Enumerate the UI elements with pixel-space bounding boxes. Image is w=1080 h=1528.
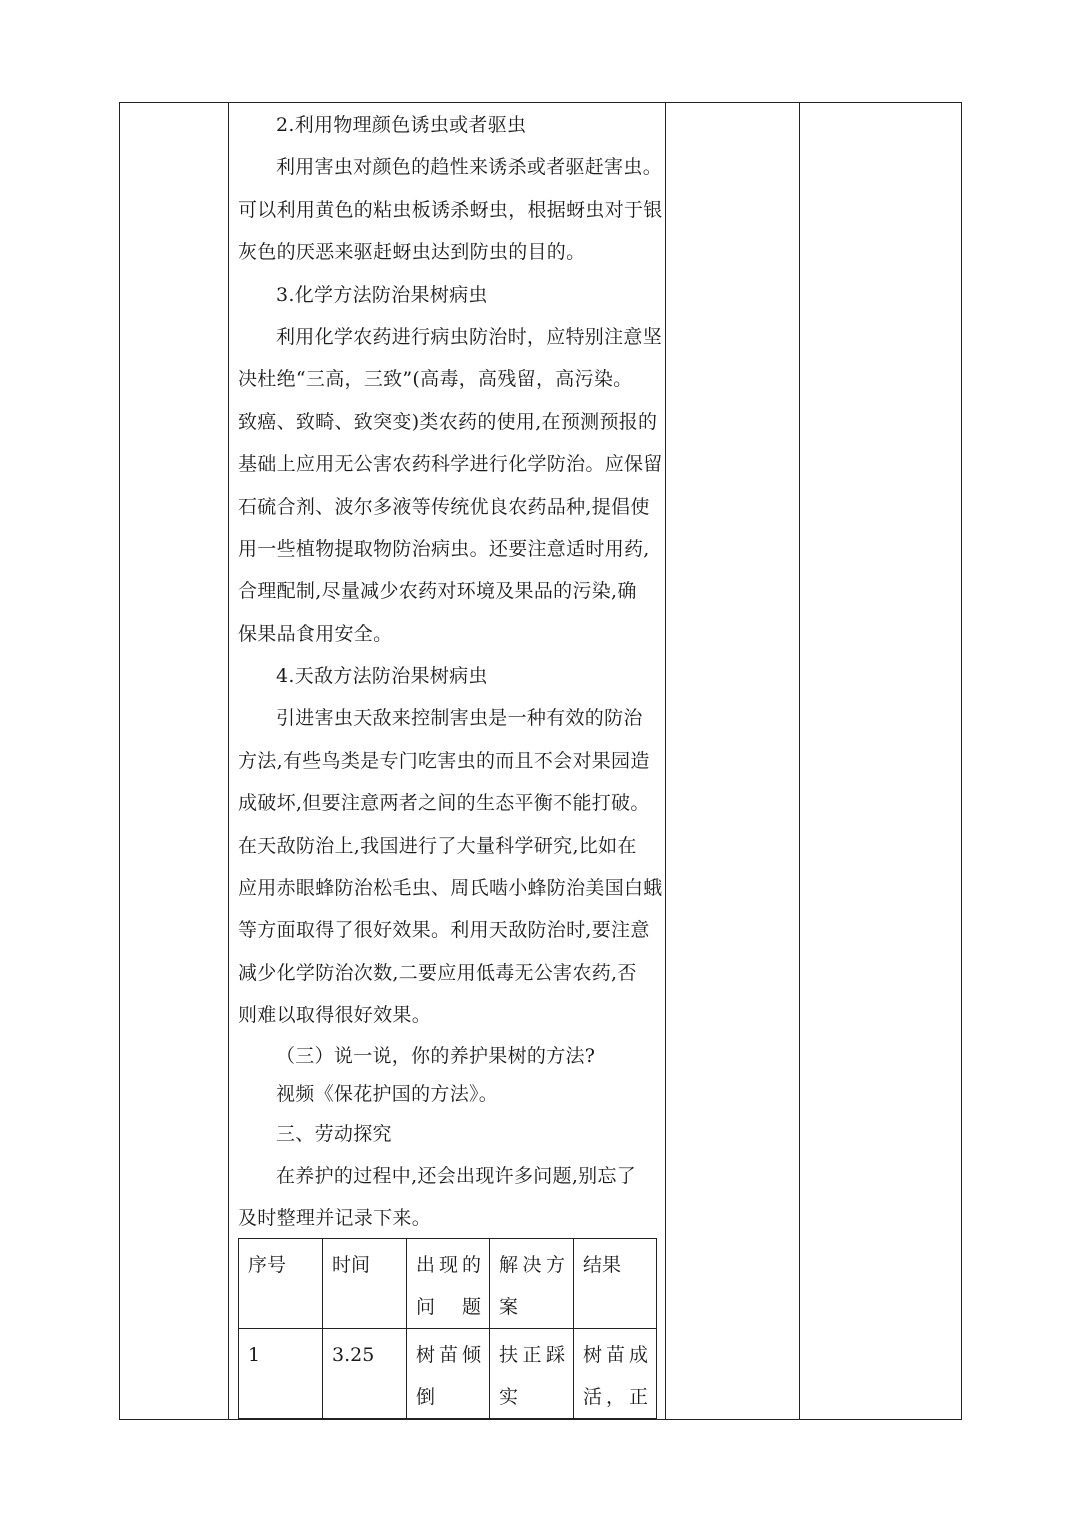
- paragraph-line: 引进害虫天敌来控制害虫是一种有效的防治: [276, 707, 643, 730]
- section-heading: 4.天敌方法防治果树病虫: [276, 665, 488, 688]
- table-row: [239, 1329, 657, 1419]
- section-heading: 三、劳动探究: [276, 1122, 392, 1145]
- section-heading: 2.利用物理颜色诱虫或者驱虫: [276, 114, 527, 136]
- section-heading: 3.化学方法防治果树病虫: [276, 283, 488, 306]
- table-cell: 扶正踩实: [490, 1329, 574, 1419]
- column-divider-2: [665, 103, 666, 1419]
- paragraph-line: 及时整理并记录下来。: [238, 1207, 432, 1230]
- paragraph-line: 保果品食用安全。: [238, 622, 393, 645]
- table-cell: 树苗倾倒: [407, 1329, 490, 1419]
- paragraph-line: 用一些植物提取物防治病虫。还要注意适时用药,: [238, 537, 650, 560]
- paragraph-line: 可以利用黄色的粘虫板诱杀蚜虫，根据蚜虫对于银: [238, 198, 663, 221]
- paragraph-line: 等方面取得了很好效果。利用天敌防治时,要注意: [238, 919, 650, 942]
- paragraph-line: 方法,有些鸟类是专门吃害虫的而且不会对果园造: [238, 749, 650, 772]
- table-cell: 1: [239, 1329, 323, 1419]
- header-cell: 序号: [239, 1239, 323, 1329]
- column-divider-1: [228, 103, 229, 1419]
- paragraph-line: 在天敌防治上,我国进行了大量科学研究,比如在: [238, 834, 637, 857]
- discussion-prompt: （三）说一说，你的养护果树的方法?: [276, 1044, 596, 1067]
- column-divider-3: [799, 103, 800, 1419]
- paragraph-line: 基础上应用无公害农药科学进行化学防治。应保留: [238, 453, 663, 476]
- paragraph-line: 决杜绝“三高，三致”(高毒，高残留，高污染。: [238, 368, 633, 391]
- paragraph-line: 灰色的厌恶来驱赶蚜虫达到防虫的目的。: [238, 241, 586, 264]
- paragraph-line: 则难以取得很好效果。: [238, 1004, 432, 1027]
- table-header-row: [239, 1239, 657, 1329]
- header-cell: 解决方案: [490, 1239, 574, 1329]
- header-cell: 出现的问题: [407, 1239, 490, 1329]
- lesson-content: [238, 104, 663, 1240]
- record-table: [238, 1238, 657, 1419]
- paragraph-line: 在养护的过程中,还会出现许多问题,别忘了: [276, 1164, 637, 1187]
- paragraph-line: 利用化学农药进行病虫防治时，应特别注意坚: [276, 325, 663, 348]
- paragraph-line: 石硫合剂、波尔多液等传统优良农药品种,提倡使: [238, 495, 650, 518]
- paragraph-line: 成破坏,但要注意两者之间的生态平衡不能打破。: [238, 792, 650, 815]
- paragraph-line: 致癌、致畸、致突变)类农药的使用,在预测预报的: [238, 410, 658, 433]
- paragraph-line: 利用害虫对颜色的趋性来诱杀或者驱赶害虫。: [276, 156, 663, 179]
- header-cell: 结果: [574, 1239, 657, 1329]
- table-cell: 树苗成活，正: [574, 1329, 657, 1419]
- table-cell: 3.25: [323, 1329, 407, 1419]
- paragraph-line: 应用赤眼蜂防治松毛虫、周氏啮小蜂防治美国白蛾: [238, 877, 663, 900]
- paragraph-line: 减少化学防治次数,二要应用低毒无公害农药,否: [238, 961, 637, 984]
- paragraph-line: 合理配制,尽量减少农药对环境及果品的污染,确: [238, 580, 637, 603]
- header-cell: 时间: [323, 1239, 407, 1329]
- video-reference: 视频《保花护国的方法》。: [276, 1082, 499, 1105]
